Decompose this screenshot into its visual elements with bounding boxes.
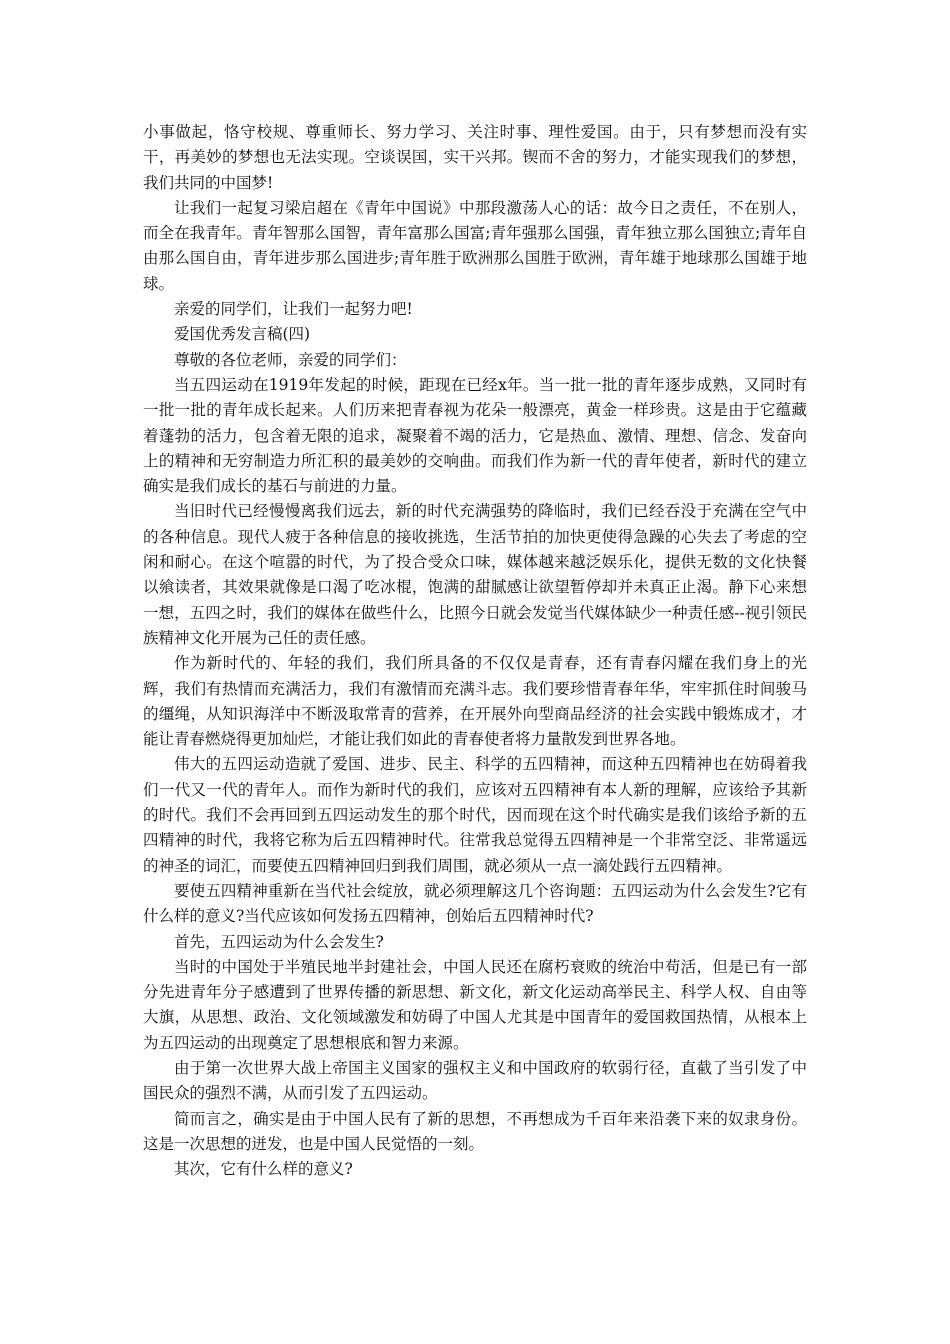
paragraph-12: 当时的中国处于半殖民地半封建社会，中国人民还在腐朽衰败的统治中苟活，但是已有一部分先进青年分子感遭到了世界传播的新思想、新文化，新文化运动高举民主、科学人权、自由等大旗，从思想、政治、文化领域激发和妨碍了中国人尤其是中国青年的爱国救国热情，从根本上为五四运动的出现奠定了思想根底和智力来源。 — [143, 957, 807, 1052]
paragraph-11: 首先，五四运动为什么会发生? — [174, 932, 384, 951]
paragraph-15: 其次，它有什么样的意义? — [174, 1160, 353, 1179]
paragraph-8: 作为新时代的、年轻的我们，我们所具备的不仅仅是青春，还有青春闪耀在我们身上的光辉，我们有热情而充满活力，我们有激情而充满斗志。我们要珍惜青春年华，牢牢抓住时间骏马的缰绳，从知识海洋中不断汲取常青的营养，在开展外向型商品经济的社会实践中锻炼成才，才能让青春燃烧得更加灿烂，才能让我们如此的青春使者将力量散发到世界各地。 — [143, 654, 807, 749]
paragraph-2: 让我们一起复习梁启超在《青年中国说》中那段激荡人心的话：故今日之责任，不在别人，而全在我青年。青年智那么国智，青年富那么国富;青年强那么国强，青年独立那么国独立;青年自由那么国自由，青年进步那么国进步;青年胜于欧洲那么国胜于欧洲，青年雄于地球那么国雄于地球。 — [143, 198, 807, 293]
paragraph-13: 由于第一次世界大战上帝国主义国家的强权主义和中国政府的软弱行径，直截了当引发了中国民众的强烈不满，从而引发了五四运动。 — [143, 1058, 807, 1103]
paragraph-7: 当旧时代已经慢慢离我们远去，新的时代充满强势的降临时，我们已经吞没于充满在空气中的各种信息。现代人疲于各种信息的接收挑选，生活节拍的加快更使得急躁的心失去了考虑的空闲和耐心。在这个喧嚣的时代，为了投合受众口味，媒体越来越泛娱乐化，提供无数的文化快餐以飨读者，其效果就像是口渴了吃冰棍，饱满的甜腻感让欲望暂停却并未真正止渴。静下心来想一想，五四之时，我们的媒体在做些什么，比照今日就会发觉当代媒体缺少一种责任感--视引领民族精神文化开展为己任的责任感。 — [143, 502, 807, 647]
paragraph-10: 要使五四精神重新在当代社会绽放，就必须理解这几个咨询题：五四运动为什么会发生?它有什么样的意义?当代应该如何发扬五四精神，创始后五四精神时代? — [143, 881, 807, 926]
paragraph-9: 伟大的五四运动造就了爱国、进步、民主、科学的五四精神，而这种五四精神也在妨碍着我们一代又一代的青年人。而作为新时代的我们，应该对五四精神有本人新的理解，应该给予其新的时代。我们不会再回到五四运动发生的那个时代，因而现在这个时代确实是我们该给予新的五四精神的时代，我将它称为后五四精神时代。往常我总觉得五四精神是一个非常空泛、非常遥远的神圣的词汇，而要使五四精神回归到我们周围，就必须从一点一滴处践行五四精神。 — [143, 755, 807, 875]
salutation: 尊敬的各位老师，亲爱的同学们： — [174, 350, 407, 369]
paragraph-14: 简而言之，确实是由于中国人民有了新的思想，不再想成为千百年来沿袭下来的奴隶身份。这是一次思想的迸发，也是中国人民觉悟的一刻。 — [143, 1109, 807, 1153]
document-body — [143, 120, 807, 1182]
paragraph-3: 亲爱的同学们，让我们一起努力吧! — [174, 300, 413, 319]
paragraph-1: 小事做起，恪守校规、尊重师长、努力学习、关注时事、理性爱国。由于，只有梦想而没有实干，再美妙的梦想也无法实现。空谈误国，实干兴邦。锲而不舍的努力，才能实现我们的梦想，我们共同的中国梦! — [143, 123, 807, 192]
section-heading: 爱国优秀发言稿(四) — [174, 325, 311, 344]
paragraph-6: 当五四运动在1919年发起的时候，距现在已经x年。当一批一批的青年逐步成熟，又同时有一批一批的青年成长起来。人们历来把青春视为花朵一般漂亮，黄金一样珍贵。这是由于它蕴藏着蓬勃的活力，包含着无限的追求，凝聚着不竭的活力，它是热血、激情、理想、信念、发奋向上的精神和无穷制造力所汇积的最美妙的交响曲。而我们作为新一代的青年使者，新时代的建立确实是我们成长的基石与前进的力量。 — [143, 375, 807, 496]
